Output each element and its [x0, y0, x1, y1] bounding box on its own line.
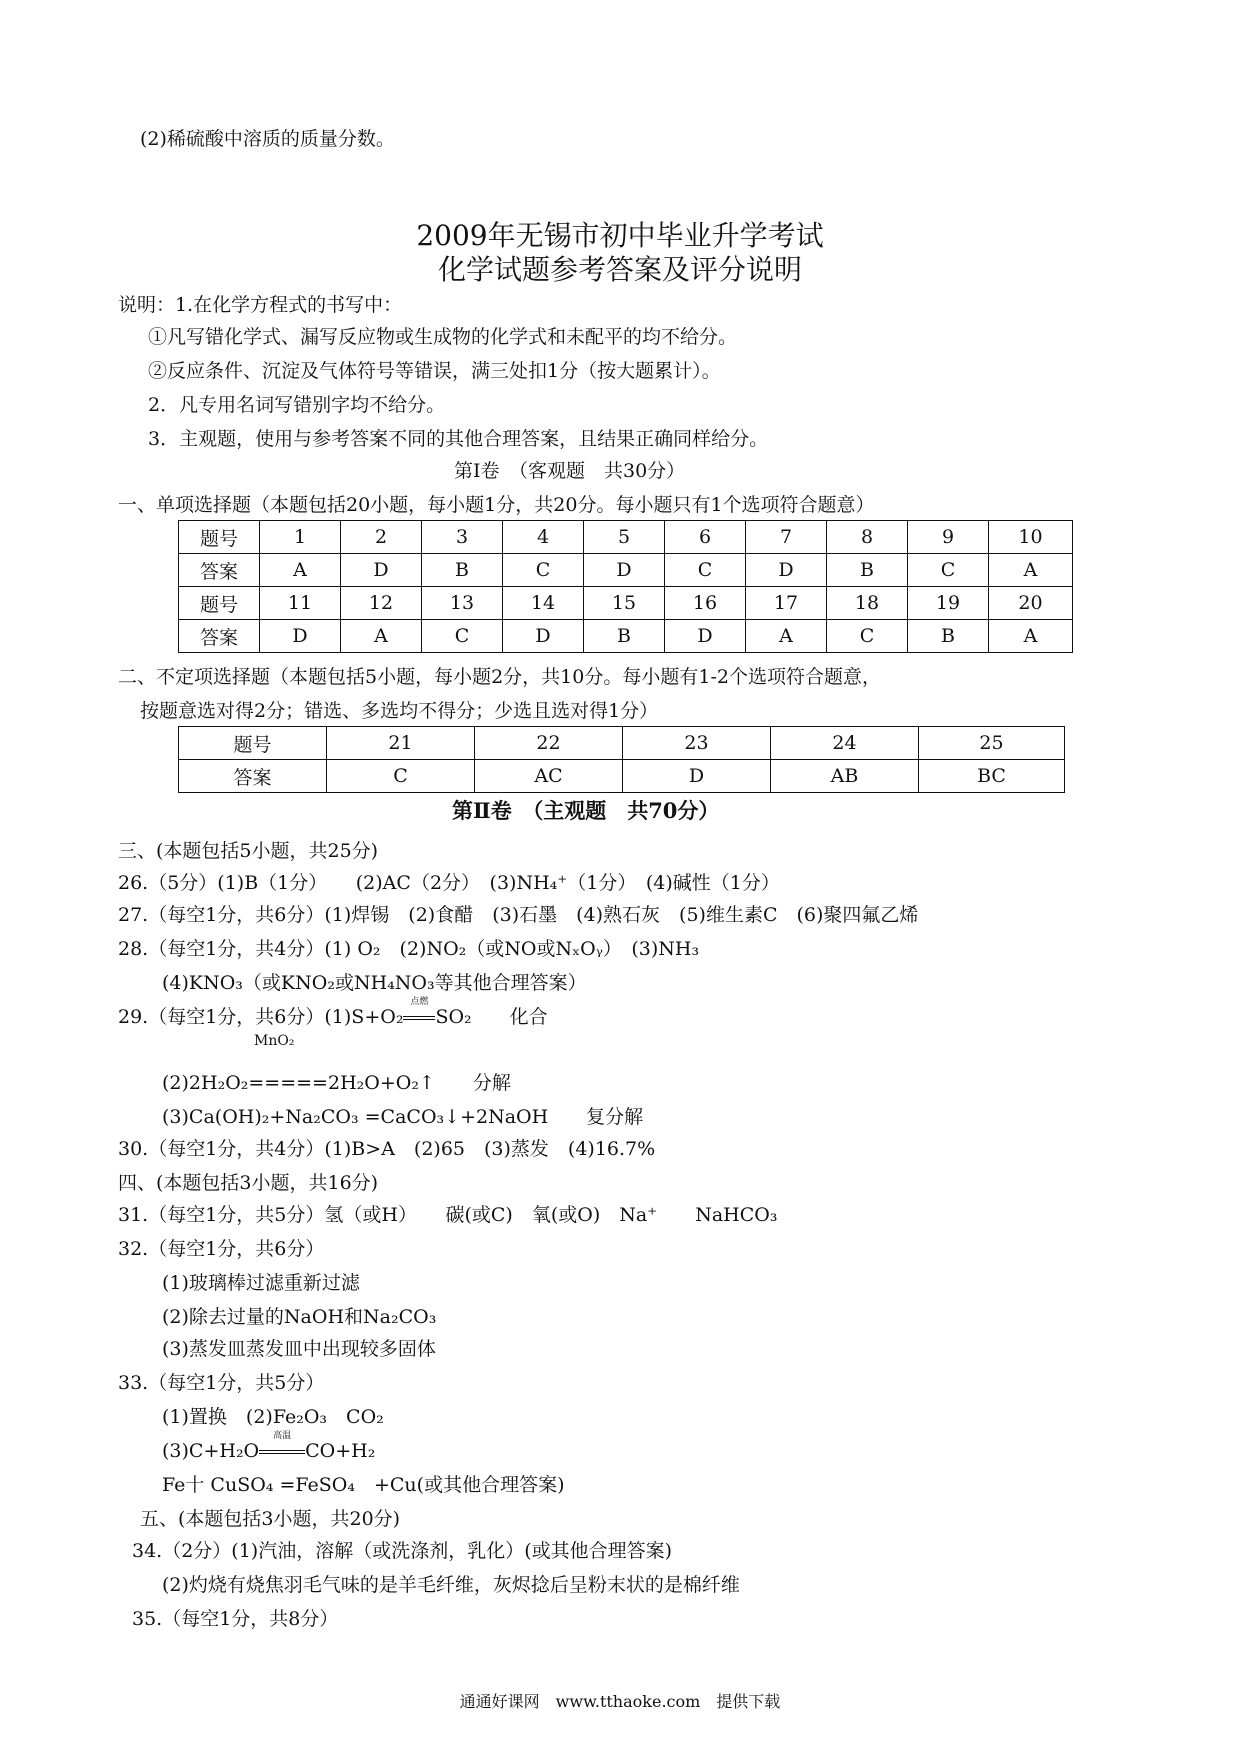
table-cell: 19	[908, 587, 989, 620]
table-cell: 25	[919, 727, 1065, 760]
answer-29-prefix: 29.（每空1分，共6分）(1)S+O₂	[118, 1006, 404, 1028]
answer-33-suffix: CO+H₂	[305, 1440, 376, 1462]
catalyst-label: MnO₂	[254, 1033, 295, 1049]
document-subtitle: 化学试题参考答案及评分说明	[437, 253, 802, 286]
answer-31: 31.（每空1分，共5分）氢（或H） 碳(或C) 氧(或O) Na⁺ NaHCO₃	[118, 1204, 778, 1226]
table-cell: A	[746, 620, 827, 653]
table-cell: 13	[422, 587, 503, 620]
answer-29-suffix: SO₂ 化合	[435, 1006, 548, 1028]
table-cell: 3	[422, 521, 503, 554]
answer-29-line2: (2)2H₂O₂=====2H₂O+O₂↑ 分解	[162, 1072, 511, 1094]
note-line: 3．主观题，使用与参考答案不同的其他合理答案，且结果正确同样给分。	[148, 428, 769, 450]
table-cell: D	[584, 554, 665, 587]
answer-28-cont: (4)KNO₃（或KNO₂或NH₄NO₃等其他合理答案）	[162, 972, 587, 994]
table-cell: 22	[475, 727, 623, 760]
table-row	[179, 760, 1065, 793]
table-cell: 6	[665, 521, 746, 554]
table-cell: C	[665, 554, 746, 587]
note-line: 2．凡专用名词写错别字均不给分。	[148, 394, 446, 416]
table-cell: D	[341, 554, 422, 587]
document-title: 2009年无锡市初中毕业升学考试	[416, 219, 824, 252]
previous-question-text: (2)稀硫酸中溶质的质量分数。	[140, 128, 395, 150]
part1-title: 第Ⅰ卷 （客观题 共30分）	[454, 460, 686, 482]
table-cell: B	[584, 620, 665, 653]
table-cell: 1	[260, 521, 341, 554]
answer-26: 26.（5分）(1)B（1分） (2)AC（2分） (3)NH₄⁺（1分） (4)碱性（1分）	[118, 872, 780, 894]
reaction-condition-arrow	[403, 997, 435, 1027]
table-cell: 15	[584, 587, 665, 620]
table-cell: C	[908, 554, 989, 587]
table-cell: A	[989, 620, 1073, 653]
answer-32-item: (3)蒸发皿蒸发皿中出现较多固体	[162, 1338, 436, 1360]
table-cell: 12	[341, 587, 422, 620]
section5-header: 五、(本题包括3小题，共20分)	[140, 1508, 401, 1530]
table-row	[179, 554, 1073, 587]
table-cell: C	[503, 554, 584, 587]
table-cell: B	[827, 554, 908, 587]
table-cell: 24	[771, 727, 919, 760]
table-cell: C	[422, 620, 503, 653]
table-cell: 4	[503, 521, 584, 554]
table-cell: B	[908, 620, 989, 653]
section2-header: 二、不定项选择题（本题包括5小题，每小题2分，共10分。每小题有1-2个选项符合题意，	[118, 666, 881, 688]
table-cell: C	[827, 620, 908, 653]
answer-32-item: (1)玻璃棒过滤重新过滤	[162, 1272, 360, 1294]
table-cell: 17	[746, 587, 827, 620]
table-cell: BC	[919, 760, 1065, 793]
answer-28: 28.（每空1分，共4分）(1) O₂ (2)NO₂（或NO或NₓOᵧ） (3)NH₃	[118, 938, 700, 960]
note-line: 说明：1.在化学方程式的书写中：	[118, 294, 403, 316]
table-cell: 题号	[179, 521, 260, 554]
table-cell: A	[989, 554, 1073, 587]
table-cell: AB	[771, 760, 919, 793]
table-cell: 答案	[179, 554, 260, 587]
answer-34: 34.（2分）(1)汽油，溶解（或洗涤剂，乳化）(或其他合理答案)	[132, 1540, 673, 1562]
table-cell: D	[665, 620, 746, 653]
table-row	[179, 587, 1073, 620]
answer-33-line1: (1)置换 (2)Fe₂O₃ CO₂	[162, 1406, 384, 1428]
table-cell: A	[260, 554, 341, 587]
answer-29-line3: (3)Ca(OH)₂+Na₂CO₃ =CaCO₃↓+2NaOH 复分解	[162, 1106, 644, 1128]
note-line: ②反应条件、沉淀及气体符号等错误，满三处扣1分（按大题累计）。	[148, 360, 721, 382]
answer-33-prefix: (3)C+H₂O	[162, 1440, 260, 1462]
table-cell: 20	[989, 587, 1073, 620]
condition-label: 高温	[273, 1431, 292, 1441]
table-row	[179, 521, 1073, 554]
table-cell: 5	[584, 521, 665, 554]
table-cell: 答案	[179, 760, 327, 793]
note-line: ①凡写错化学式、漏写反应物或生成物的化学式和未配平的均不给分。	[148, 326, 738, 348]
page-footer: 通通好课网 www.tthaoke.com 提供下载	[459, 1692, 781, 1711]
table-cell: AC	[475, 760, 623, 793]
table-cell: D	[503, 620, 584, 653]
table-cell: 2	[341, 521, 422, 554]
table-cell: D	[746, 554, 827, 587]
answer-34-cont: (2)灼烧有烧焦羽毛气味的是羊毛纤维，灰烬捻后呈粉末状的是棉纤维	[162, 1574, 740, 1596]
table-cell: 18	[827, 587, 908, 620]
section3-header: 三、(本题包括5小题，共25分)	[118, 840, 379, 862]
table-cell: 14	[503, 587, 584, 620]
answer-table-2	[178, 726, 1065, 793]
table-cell: 答案	[179, 620, 260, 653]
table-cell: 10	[989, 521, 1073, 554]
answer-35: 35.（每空1分，共8分）	[132, 1608, 339, 1630]
answer-table-1	[178, 520, 1073, 653]
answer-33-line2	[162, 1431, 376, 1462]
answer-32-head: 32.（每空1分，共6分）	[118, 1238, 325, 1260]
table-cell: 9	[908, 521, 989, 554]
answer-29-line1	[118, 997, 548, 1028]
section4-header: 四、(本题包括3小题，共16分)	[118, 1172, 379, 1194]
answer-33-line3: Fe十 CuSO₄ =FeSO₄ +Cu(或其他合理答案)	[162, 1474, 565, 1496]
answer-33-head: 33.（每空1分，共5分）	[118, 1372, 325, 1394]
table-cell: 7	[746, 521, 827, 554]
table-cell: 题号	[179, 727, 327, 760]
table-cell: 21	[327, 727, 475, 760]
section1-header: 一、单项选择题（本题包括20小题，每小题1分，共20分。每小题只有1个选项符合题意）	[118, 494, 875, 516]
answer-32-item: (2)除去过量的NaOH和Na₂CO₃	[162, 1306, 437, 1328]
table-row	[179, 727, 1065, 760]
equals-bar	[259, 1450, 305, 1454]
table-cell: 23	[623, 727, 771, 760]
table-cell: A	[341, 620, 422, 653]
part2-title: 第Ⅱ卷 （主观题 共70分）	[452, 798, 720, 823]
table-cell: B	[422, 554, 503, 587]
table-cell: 题号	[179, 587, 260, 620]
reaction-condition-arrow	[259, 1431, 305, 1461]
table-cell: 11	[260, 587, 341, 620]
answer-27: 27.（每空1分，共6分）(1)焊锡 (2)食醋 (3)石墨 (4)熟石灰 (5)维生素C (6)聚四氟乙烯	[118, 904, 919, 926]
answer-30: 30.（每空1分，共4分）(1)B>A (2)65 (3)蒸发 (4)16.7%	[118, 1138, 656, 1160]
table-cell: 16	[665, 587, 746, 620]
equals-bar	[403, 1016, 435, 1020]
section2-header-cont: 按题意选对得2分；错选、多选均不得分；少选且选对得1分）	[140, 700, 659, 722]
table-cell: D	[260, 620, 341, 653]
table-row	[179, 620, 1073, 653]
condition-label: 点燃	[410, 997, 429, 1007]
table-cell: 8	[827, 521, 908, 554]
table-cell: D	[623, 760, 771, 793]
table-cell: C	[327, 760, 475, 793]
